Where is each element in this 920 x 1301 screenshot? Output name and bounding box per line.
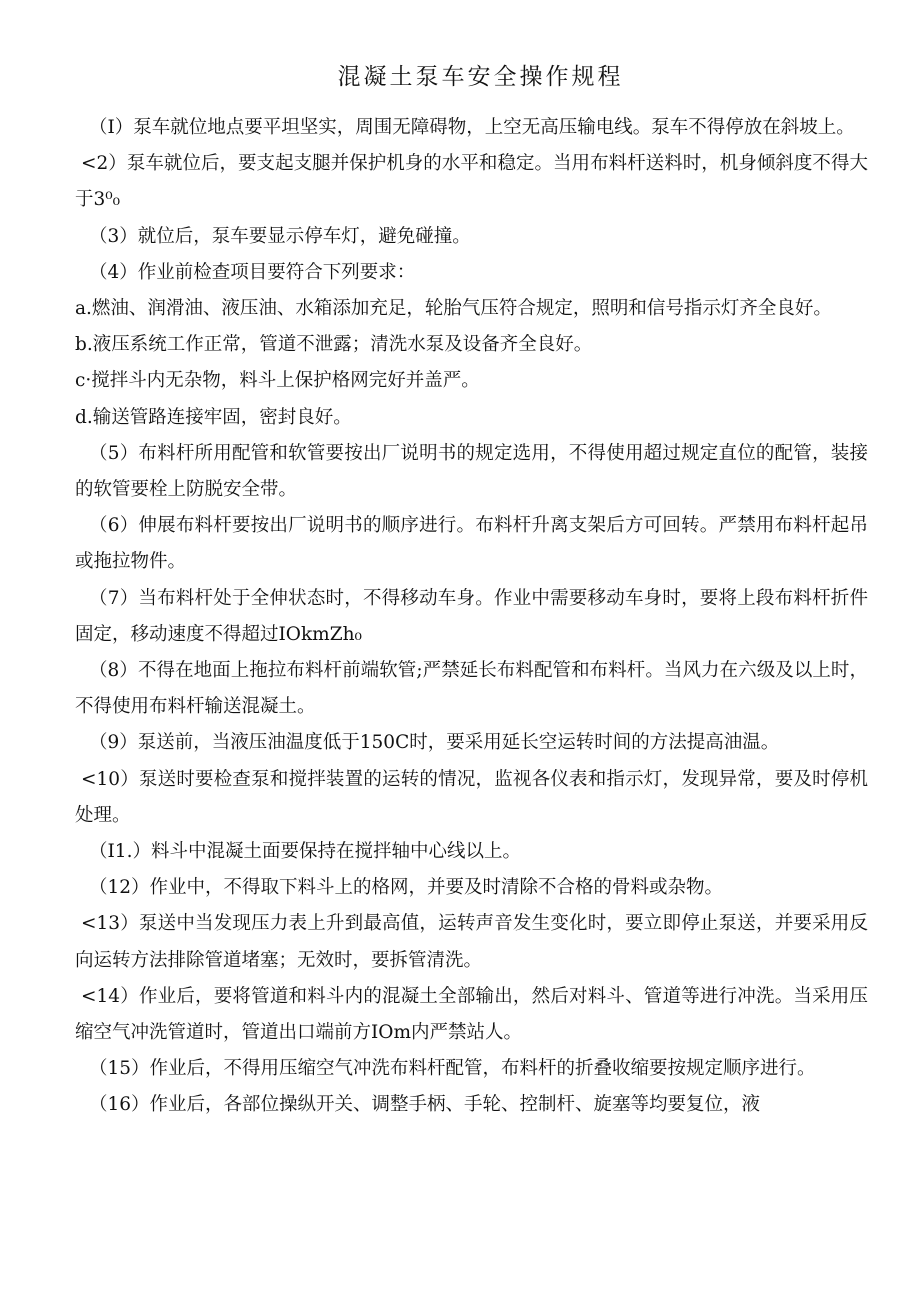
- paragraph-9: （9）泵送前，当液压油温度低于150C时，要采用延长空运转时间的方法提高油温。: [89, 732, 780, 754]
- paragraph-3: （3）就位后，泵车要显示停车灯，避免碰撞。: [89, 225, 471, 247]
- paragraph-4: （4）作业前检查项目要符合下列要求：: [89, 261, 416, 283]
- paragraph-12: （12）作业中，不得取下料斗上的格网，并要及时清除不合格的骨料或杂物。: [89, 877, 724, 899]
- paragraph-11: （I1.）料斗中混凝土面要保持在搅拌轴中心线以上。: [89, 841, 521, 863]
- paragraph-15: （15）作业后，不得用压缩空气冲洗布料杆配管，布料杆的折叠收缩要按规定顺序进行。: [89, 1058, 816, 1080]
- paragraph-14: <14）作业后，要将管道和料斗内的混凝土全部输出，然后对料斗、管道等进行冲洗。当采用压缩空气冲洗管道时，管道出口端前方IOm内严禁站人。: [75, 985, 868, 1044]
- list-item-d: d.输送管路连接牢固，密封良好。: [75, 406, 352, 428]
- list-item-a: a.燃油、润滑油、液压油、水箱添加充足，轮胎气压符合规定，照明和信号指示灯齐全良好。: [75, 298, 832, 320]
- paragraph-1: （I）泵车就位地点要平坦坚实，周围无障碍物，上空无高压输电线。泵车不得停放在斜坡上。: [89, 117, 855, 138]
- paragraph-16: （16）作业后，各部位操纵开关、调整手柄、手轮、控制杆、旋塞等均要复位，液: [89, 1094, 761, 1116]
- paragraph-2: <2）泵车就位后，要支起支腿并保护机身的水平和稳定。当用布料杆送料时，机身倾斜度不得大于3⁰₀: [75, 153, 868, 211]
- paragraph-13: <13）泵送中当发现压力表上升到最高值，运转声音发生变化时，要立即停止泵送，并要采用反向运转方法排除管道堵塞；无效时，要拆管清洗。: [75, 913, 868, 971]
- list-item-c: c·搅拌斗内无杂物，料斗上保护格网完好并盖严。: [75, 370, 480, 392]
- list-item-b: b.液压系统工作正常，管道不泄露；清洗水泵及设备齐全良好。: [75, 334, 593, 356]
- paragraph-7: （7）当布料杆处于全伸状态时，不得移动车身。作业中需要移动车身时，要将上段布料杆折件固定，移动速度不得超过IOkmZh₀: [75, 587, 868, 645]
- document-title: 混凝土泵车安全操作规程: [337, 64, 624, 90]
- paragraph-5: （5）布料杆所用配管和软管要按出厂说明书的规定选用，不得使用超过规定直位的配管，装接的软管要栓上防脱安全带。: [75, 442, 868, 501]
- paragraph-10: <10）泵送时要检查泵和搅拌装置的运转的情况，监视各仪表和指示灯，发现异常，要及时停机处理。: [75, 768, 868, 826]
- paragraph-8: （8）不得在地面上拖拉布料杆前端软管;严禁延长布料配管和布料杆。当风力在六级及以上时，不得使用布料杆输送混凝土。: [75, 660, 868, 718]
- paragraph-6: （6）伸展布料杆要按出厂说明书的顺序进行。布料杆升离支架后方可回转。严禁用布料杆起吊或拖拉物件。: [75, 515, 868, 573]
